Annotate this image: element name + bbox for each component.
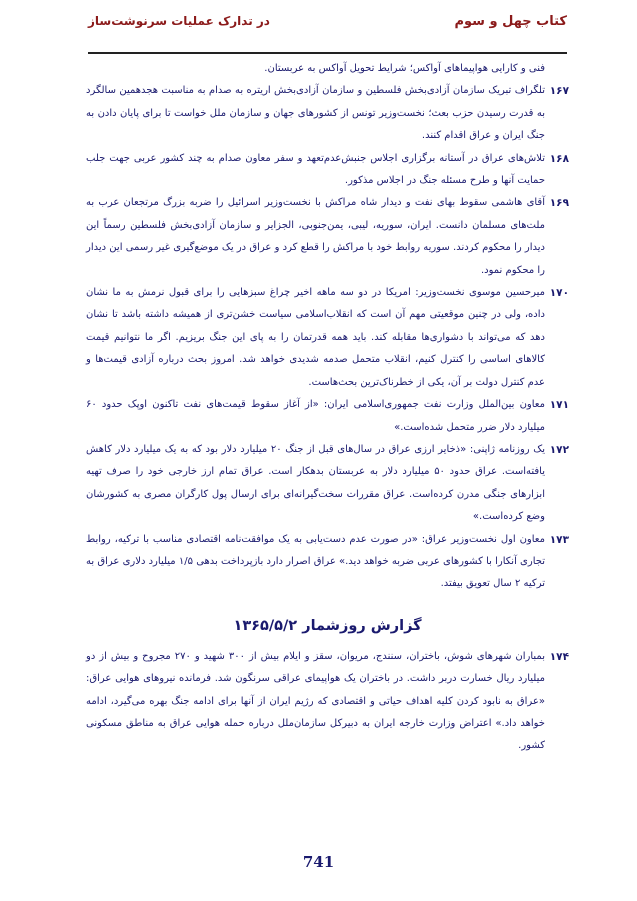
entry-number: ۱۷۴ — [549, 650, 569, 663]
entries-list-a — [86, 80, 569, 595]
entry-text: آقای هاشمی سقوط بهای نفت و دیدار شاه مراکش با نخست‌وزیر اسرائیل را ضربه بزرگ مرتجعان عرب به ملت‌های مسلمان دانست. ایران، سوریه، لیبی، یمن‌جنوبی، الجزایر و سازمان آزادی‌بخش فلسطین رسماً این دیدار را محکوم کردند. سوریه روابط خود با مراکش را قطع کرد و عراق در یک موضع‌گیری غیر رسمی این دیدار را محکوم نمود. — [86, 197, 545, 276]
entry-item — [86, 80, 569, 147]
entry-text: معاون بین‌الملل وزارت نفت جمهوری‌اسلامی ایران: «از آغاز سقوط قیمت‌های نفت تاکنون اوپک حدود ۶۰ میلیارد دلار ضرر متحمل شده‌است.» — [86, 399, 545, 433]
entry-text: میرحسین موسوی نخست‌وزیر: امریکا در دو سه ماهه اخیر چراغ سبزهایی را برای قبول نرمش به ما نشان داده، ولی در چنین موقعیتی مهم آن است که انقلاب‌اسلامی سیاست خشن‌تری از همیشه داشته باشد تا نشان دهد که می‌تواند با دشواری‌ها مقابله کند. باید همه قدرتمان را به پای این جنگ بریزیم. اگر ما نتوانیم قیمت کالاهای اساسی را کنترل کنیم، انقلاب متحمل صدمه شدیدی خواهد شد. امروز بحث درباره آزادی قیمت‌ها و عدم کنترل دولت بر آن، یکی از خطرناک‌ترین بحث‌هاست. — [86, 287, 545, 388]
entry-item — [86, 148, 569, 193]
header-divider — [88, 52, 567, 54]
entry-number: ۱۷۱ — [549, 399, 569, 412]
entry-text: معاون اول نخست‌وزیر عراق: «در صورت عدم دست‌یابی به یک موافقت‌نامه اقتصادی مناسب با ترکیه، روابط تجاری آنکارا با کشورهای عربی ضربه خواهد دید.» عراق اصرار دارد بازپرداخت بدهی ۱/۵ میلیارد دلاری عراق به ترکیه ۲ سال تعویق بیفتد. — [86, 533, 545, 590]
section-heading: گزارش روزشمار ۱۳۶۵/۵/۲ — [233, 617, 422, 634]
entry-number: ۱۶۷ — [549, 85, 569, 98]
page-body — [86, 58, 569, 758]
entry-item — [86, 394, 569, 439]
entry-item — [86, 282, 569, 394]
intro-continuation-text: فنی و کارایی هواپیماهای آواکس؛ شرایط تحویل آواکس به عربستان. — [264, 63, 545, 74]
entries-list-b — [86, 646, 569, 758]
entry-number: ۱۷۳ — [549, 533, 569, 546]
entry-text: تلاش‌های عراق در آستانه برگزاری اجلاس جنبش‌عدم‌تعهد و سفر معاون صدام به چند کشور عربی جهت جلب حمایت آنها و طرح مسئله جنگ در اجلاس مذکور. — [86, 152, 545, 187]
entry-item — [86, 439, 569, 529]
entry-item — [86, 646, 569, 758]
entry-item — [86, 529, 569, 596]
entry-text: بمباران شهرهای شوش، باختران، سنندج، مریوان، سقز و ایلام بیش از ۳۰۰ شهید و ۲۷۰ مجروح و بیش از دو میلیارد ریال خسارت دربر داشت. در باختران یک هواپیمای عراقی سرنگون شد. فرمانده نیروهای هوایی عراق: «عراق به نابود کردن کلیه اهداف حیاتی و اقتصادی که رژیم ایران از آنها برای ادامه جنگ بهره می‌گیرد، ادامه خواهد داد.» اعتراض وزارت خارجه ایران به دبیرکل سازمان‌ملل درباره حمله هوایی عراق به مناطق مسکونی کشور. — [86, 650, 545, 752]
intro-continuation — [86, 58, 569, 80]
page-header — [88, 10, 567, 40]
chapter-title: در تدارک عملیات سرنوشت‌ساز — [88, 14, 270, 28]
entry-number: ۱۶۸ — [549, 152, 569, 165]
entry-number: ۱۶۹ — [549, 197, 569, 210]
book-title: کتاب چهل و سوم — [454, 14, 567, 29]
entry-text: یک روزنامه ژاپنی: «ذخایر ارزی عراق در سال‌های قبل از جنگ ۲۰ میلیارد دلار بود که به یک میلیارد دلار کاهش یافته‌است. عراق حدود ۵۰ میلیارد دلار به عربستان بدهکار است. عراق تمام ارز خارجی خود را صرف تهیه ابزارهای جنگی مدرن کرده‌است. عراق مقررات سخت‌گیرانه‌ای برای ارسال پول کارگران مصری به کشورشان وضع کرده‌است.» — [86, 443, 545, 523]
entry-number: ۱۷۲ — [549, 443, 569, 456]
entry-item — [86, 192, 569, 282]
page-number: 741 — [302, 853, 335, 871]
entry-text: تلگراف تبریک سازمان آزادی‌بخش فلسطین و سازمان آزادی‌بخش اریتره به صدام به مناسبت هجدهمین سالگرد به قدرت رسیدن حزب بعث؛ نخست‌وزیر تونس از کشورهای جهان و سازمان ملل خواست تا برای پایان دادن به جنگ ایران و عراق اقدام کنند. — [86, 85, 545, 142]
entry-number: ۱۷۰ — [549, 287, 569, 300]
